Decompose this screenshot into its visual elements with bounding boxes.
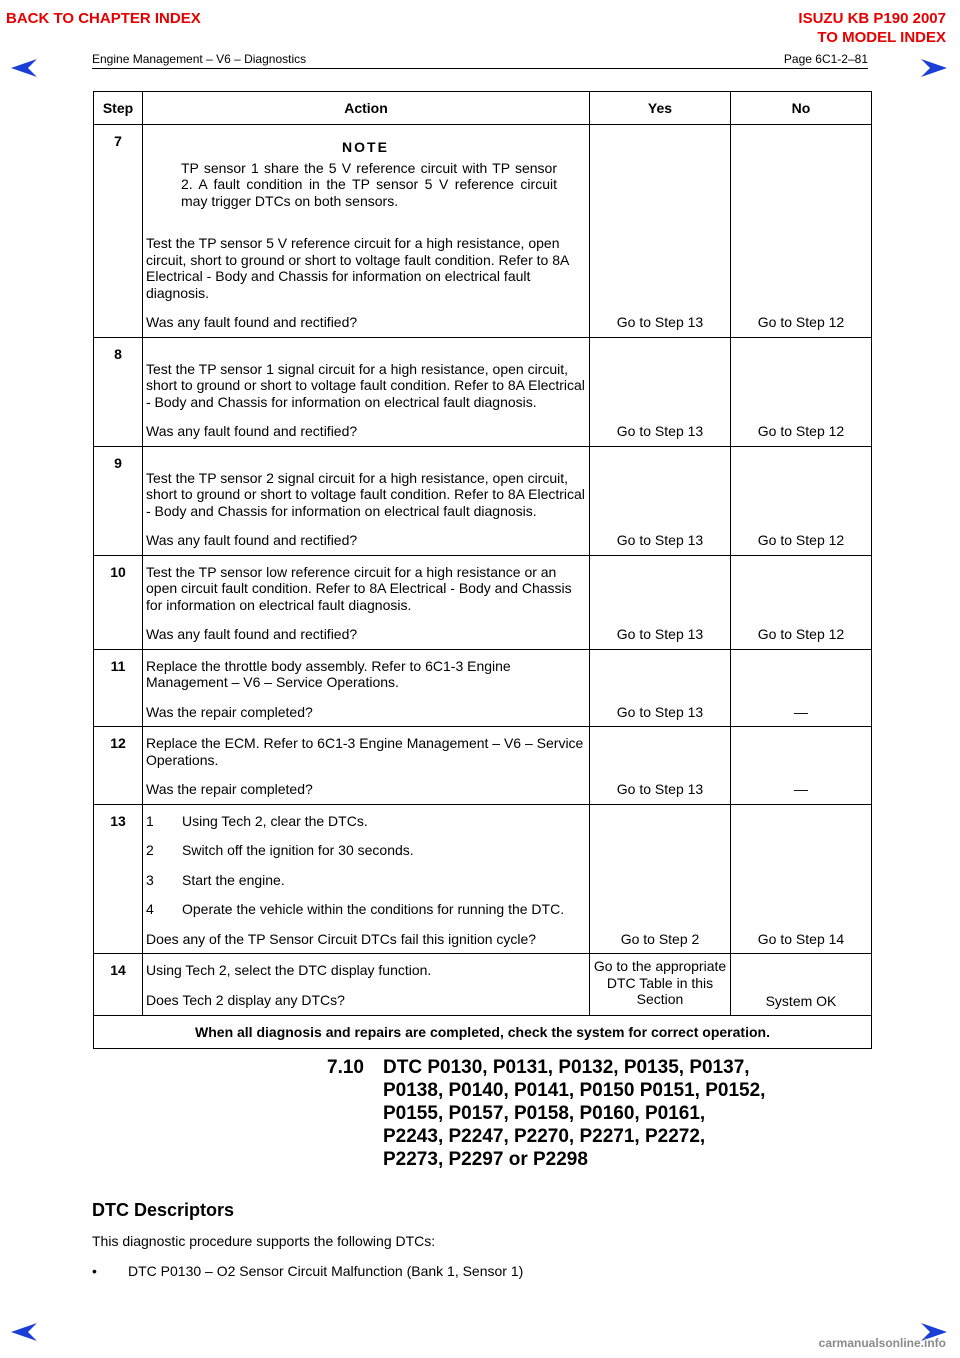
- procedure-item: 2 Switch off the ignition for 30 seconds.: [146, 842, 414, 858]
- no-result: Go to Step 12: [731, 125, 872, 338]
- action-question: Was any fault found and rectified?: [146, 423, 358, 439]
- step-number: 11: [94, 649, 143, 727]
- section-number: 7.10: [327, 1057, 364, 1078]
- yes-result: Go to Step 13: [590, 649, 731, 727]
- table-row: [94, 804, 872, 954]
- table-footer-row: [94, 1016, 872, 1049]
- no-result: Go to Step 12: [731, 446, 872, 555]
- list-item: [92, 1263, 523, 1279]
- procedure-item: 1 Using Tech 2, clear the DTCs.: [146, 812, 368, 829]
- step-action: [143, 337, 590, 446]
- action-question: Does any of the TP Sensor Circuit DTCs fail this ignition cycle?: [146, 930, 537, 947]
- action-question: Was any fault found and rectified?: [146, 532, 358, 548]
- note-text: TP sensor 1 share the 5 V reference circuit with TP sensor 2. A fault condition in the TP sensor 5 V reference circuit may trigger DTCs on both sensors.: [181, 159, 557, 209]
- model-title-link[interactable]: ISUZU KB P190 2007: [798, 10, 946, 27]
- step-number: 9: [94, 446, 143, 555]
- action-instruction: Using Tech 2, select the DTC display function.: [146, 962, 432, 978]
- table-row: [94, 555, 872, 649]
- step-action: [143, 125, 590, 338]
- yes-result: Go to Step 2: [590, 804, 731, 954]
- yes-result: Go to Step 13: [590, 337, 731, 446]
- step-action: [143, 446, 590, 555]
- no-result: System OK: [731, 954, 872, 1016]
- table-row: [94, 337, 872, 446]
- header-no: No: [731, 92, 872, 125]
- table-row: [94, 446, 872, 555]
- step-action: [143, 649, 590, 727]
- table-row: [94, 125, 872, 338]
- action-instruction: Replace the throttle body assembly. Refer to 6C1-3 Engine Management – V6 – Service Operations.: [146, 657, 511, 690]
- page-number: Page 6C1-2–81: [783, 52, 868, 66]
- step-action: [143, 555, 590, 649]
- header-divider: [92, 68, 868, 69]
- dtc-descriptors-heading: DTC Descriptors: [92, 1200, 235, 1220]
- action-question: Was the repair completed?: [146, 703, 313, 720]
- header-step: Step: [94, 92, 143, 125]
- table-row: [94, 727, 872, 805]
- note-title: NOTE: [342, 139, 389, 155]
- procedure-item: 4 Operate the vehicle within the conditions for running the DTC.: [146, 901, 565, 917]
- section-heading: [327, 1056, 767, 1171]
- action-instruction: Replace the ECM. Refer to 6C1-3 Engine Management – V6 – Service Operations.: [146, 735, 584, 768]
- step-action: [143, 727, 590, 805]
- arrow-left-icon[interactable]: [10, 1322, 38, 1342]
- dtc-intro-text: This diagnostic procedure supports the following DTCs:: [92, 1233, 436, 1249]
- action-instruction: Test the TP sensor 5 V reference circuit for a high resistance, open circuit, short to ground or short to voltage fault condition. Refer to 8A Electrical - Body and Chassis for information on electrical fault diagnosis.: [146, 235, 569, 301]
- action-question: Was any fault found and rectified?: [146, 314, 358, 330]
- step-number: 12: [94, 727, 143, 805]
- page-header-title: Engine Management – V6 – Diagnostics: [92, 52, 307, 66]
- header-action: Action: [143, 92, 590, 125]
- procedure-item: 3 Start the engine.: [146, 871, 285, 888]
- table-row: [94, 954, 872, 1016]
- yes-result: Go to Step 13: [590, 446, 731, 555]
- yes-result: Go to the appropriate DTC Table in this Section: [590, 954, 731, 1016]
- no-result: Go to Step 14: [731, 804, 872, 954]
- to-model-index-link[interactable]: TO MODEL INDEX: [817, 29, 946, 46]
- action-question: Was any fault found and rectified?: [146, 626, 358, 642]
- yes-result: Go to Step 13: [590, 555, 731, 649]
- no-result: —: [731, 649, 872, 727]
- section-title: DTC P0130, P0131, P0132, P0135, P0137, P0138, P0140, P0141, P0150 P0151, P0152, P0155, P0157, P0158, P0160, P0161, P2243, P2247, P2270, P2271, P2272, P2273, P2297 or P2298: [383, 1057, 766, 1170]
- action-instruction: Test the TP sensor low reference circuit for a high resistance or an open circuit fault condition. Refer to 8A Electrical - Body and Chassis for information on electrical fault diagnosis.: [146, 563, 572, 613]
- yes-result: Go to Step 13: [590, 125, 731, 338]
- action-instruction: Test the TP sensor 2 signal circuit for a high resistance, open circuit, short to ground or short to voltage fault condition. Refer to 8A Electrical - Body and Chassis for information on electrical fault diagnosis.: [146, 469, 585, 519]
- action-instruction: Test the TP sensor 1 signal circuit for a high resistance, open circuit, short to ground or short to voltage fault condition. Refer to 8A Electrical - Body and Chassis for information on electrical fault diagnosis.: [146, 360, 585, 410]
- bullet: •: [92, 1263, 97, 1279]
- back-to-chapter-index-link[interactable]: BACK TO CHAPTER INDEX: [6, 10, 201, 27]
- watermark: carmanualsonline.info: [818, 1336, 946, 1350]
- step-number: 14: [94, 954, 143, 1016]
- table-footer-note: When all diagnosis and repairs are completed, check the system for correct operation.: [94, 1016, 872, 1049]
- arrow-left-icon[interactable]: [10, 58, 38, 78]
- step-number: 8: [94, 337, 143, 446]
- table-row: [94, 649, 872, 727]
- step-number: 10: [94, 555, 143, 649]
- no-result: Go to Step 12: [731, 555, 872, 649]
- table-header-row: [94, 92, 872, 125]
- no-result: Go to Step 12: [731, 337, 872, 446]
- action-question: Does Tech 2 display any DTCs?: [146, 991, 345, 1008]
- diagnostic-table: [93, 91, 872, 1049]
- arrow-right-icon[interactable]: [920, 58, 948, 78]
- action-question: Was the repair completed?: [146, 781, 313, 797]
- dtc-item-text: DTC P0130 – O2 Sensor Circuit Malfunction (Bank 1, Sensor 1): [128, 1263, 524, 1279]
- step-action: [143, 954, 590, 1016]
- step-number: 7: [94, 125, 143, 338]
- step-action: [143, 804, 590, 954]
- header-yes: Yes: [590, 92, 731, 125]
- yes-result: Go to Step 13: [590, 727, 731, 805]
- no-result: —: [731, 727, 872, 805]
- step-number: 13: [94, 804, 143, 954]
